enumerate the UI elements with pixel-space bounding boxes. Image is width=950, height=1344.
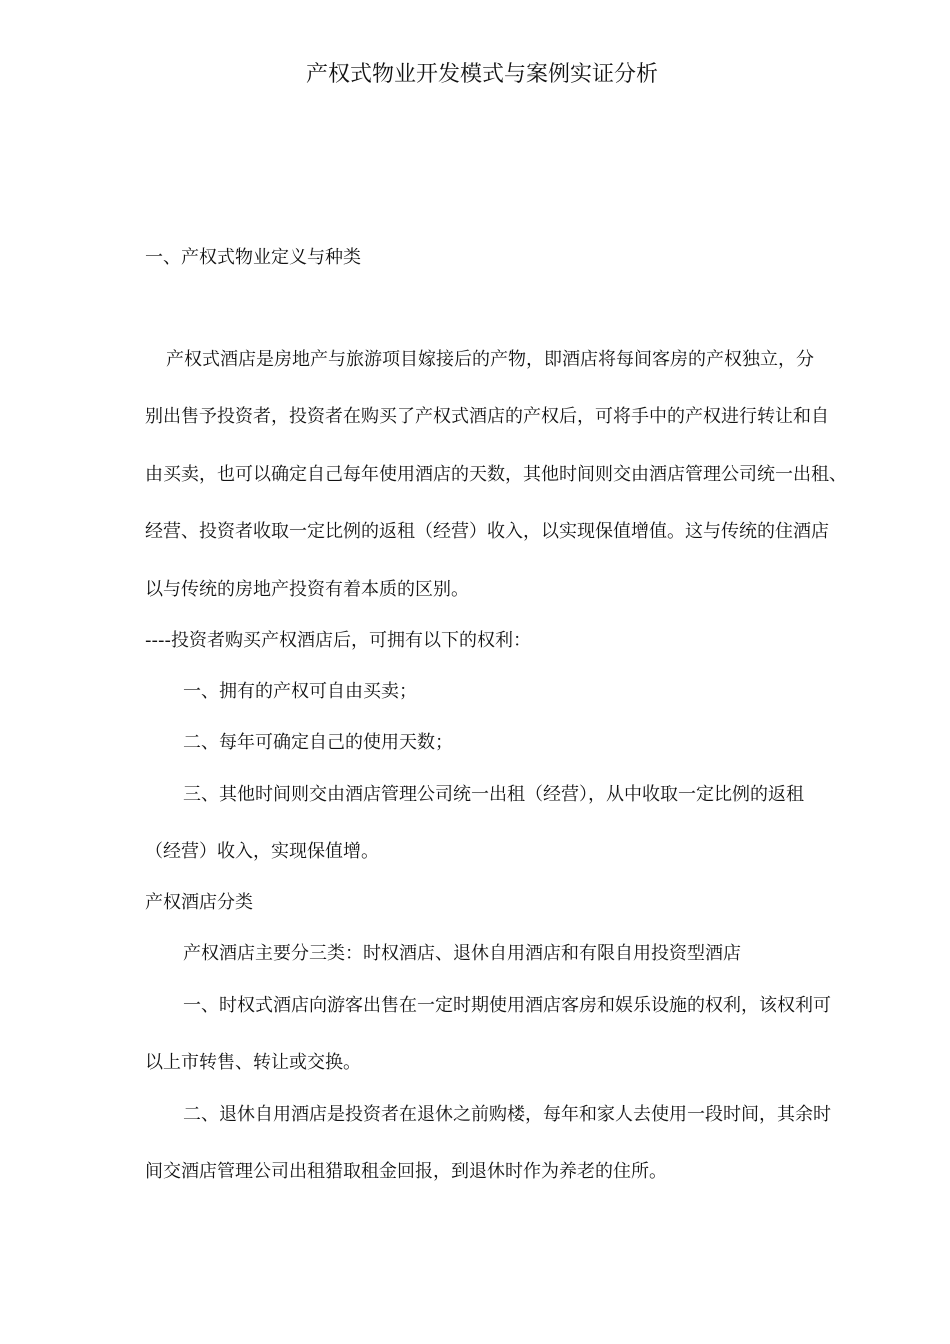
- rights-intro: ----投资者购买产权酒店后，可拥有以下的权利：: [145, 630, 531, 651]
- rights-item: 一、拥有的产权可自由买卖；: [183, 681, 417, 702]
- paragraph-line: 经营、投资者收取一定比例的返租（经营）收入，以实现保值增值。这与传统的住酒店: [145, 521, 829, 542]
- classification-heading: 产权酒店分类: [145, 892, 253, 913]
- type-item: 二、退休自用酒店是投资者在退休之前购楼，每年和家人去使用一段时间，其余时: [183, 1104, 831, 1125]
- paragraph-line: 别出售予投资者，投资者在购买了产权式酒店的产权后，可将手中的产权进行转让和自: [145, 406, 829, 427]
- section-heading: 一、产权式物业定义与种类: [145, 247, 361, 268]
- rights-item: 三、其他时间则交由酒店管理公司统一出租（经营），从中收取一定比例的返租: [183, 784, 804, 805]
- type-item-continuation: 间交酒店管理公司出租猎取租金回报，到退休时作为养老的住所。: [145, 1161, 667, 1182]
- classification-intro: 产权酒店主要分三类：时权酒店、退休自用酒店和有限自用投资型酒店: [183, 943, 741, 964]
- paragraph-line: 由买卖，也可以确定自己每年使用酒店的天数，其他时间则交由酒店管理公司统一出租、: [145, 464, 847, 485]
- type-item-continuation: 以上市转售、转让或交换。: [145, 1052, 361, 1073]
- type-item: 一、时权式酒店向游客出售在一定时期使用酒店客房和娱乐设施的权利，该权利可: [183, 995, 831, 1016]
- paragraph-line: 产权式酒店是房地产与旅游项目嫁接后的产物，即酒店将每间客房的产权独立，分: [166, 349, 814, 370]
- rights-item: 二、每年可确定自己的使用天数；: [183, 732, 453, 753]
- rights-item-continuation: （经营）收入，实现保值增。: [145, 841, 379, 862]
- document-title: 产权式物业开发模式与案例实证分析: [306, 62, 659, 87]
- paragraph-line: 以与传统的房地产投资有着本质的区别。: [145, 579, 469, 600]
